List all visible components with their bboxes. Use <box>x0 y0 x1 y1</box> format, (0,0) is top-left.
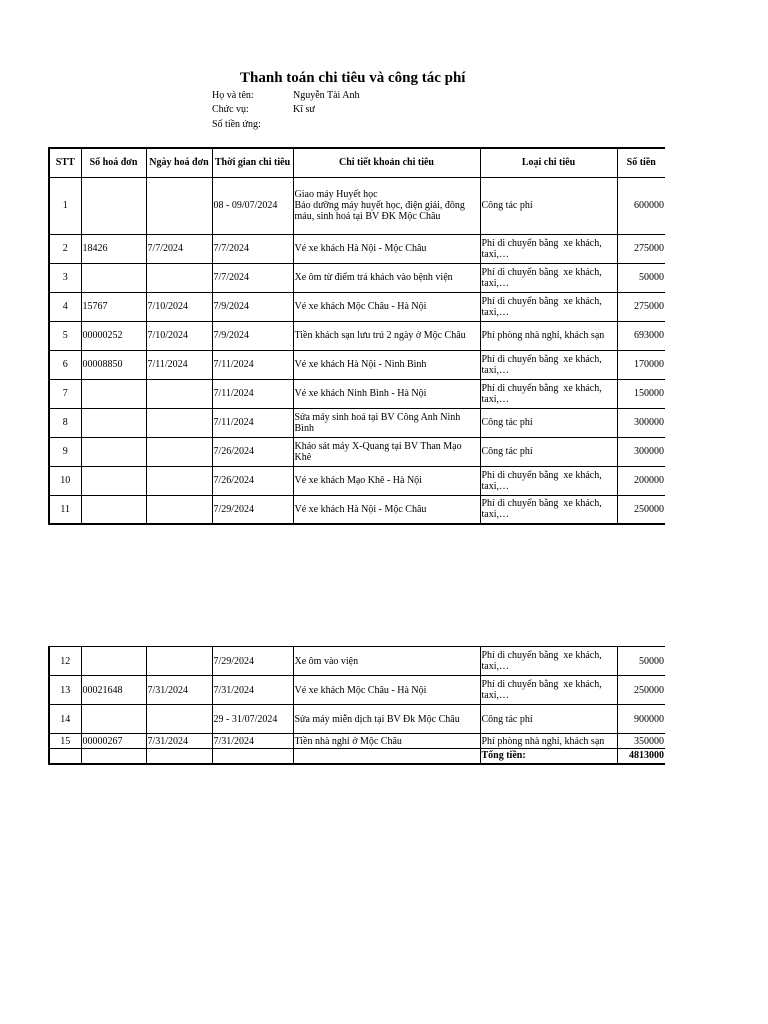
cell-expense-detail: Vé xe khách Hà Nội - Ninh Bình <box>293 350 480 379</box>
cell-invoice-date: 7/10/2024 <box>146 321 212 350</box>
table-body-page-1 <box>49 177 665 524</box>
cell-invoice-number <box>81 705 146 734</box>
cell-invoice-number <box>81 495 146 524</box>
cell-amount: 300000 <box>617 408 665 437</box>
cell-stt: 9 <box>49 437 81 466</box>
cell-expense-detail: Tiền nhà nghỉ ở Mộc Châu <box>293 734 480 749</box>
cell-expense-type: Công tác phí <box>480 705 617 734</box>
table-row <box>49 408 665 437</box>
table-row <box>49 466 665 495</box>
cell-expense-type: Công tác phí <box>480 437 617 466</box>
cell-amount: 50000 <box>617 263 665 292</box>
cell-amount: 600000 <box>617 177 665 234</box>
cell-expense-date: 29 - 31/07/2024 <box>212 705 293 734</box>
cell-amount: 300000 <box>617 437 665 466</box>
cell-expense-detail: Vé xe khách Hà Nội - Mộc Châu <box>293 495 480 524</box>
cell-invoice-date: 7/31/2024 <box>146 734 212 749</box>
name-value: Nguyễn Tài Anh <box>293 90 360 101</box>
table-row <box>49 321 665 350</box>
header-expense-detail: Chi tiết khoản chi tiêu <box>293 148 480 177</box>
cell-invoice-date <box>146 177 212 234</box>
cell-amount: 900000 <box>617 705 665 734</box>
cell-stt: 11 <box>49 495 81 524</box>
cell-stt: 12 <box>49 647 81 676</box>
table-row <box>49 263 665 292</box>
cell-invoice-number <box>81 437 146 466</box>
header-invoice-date: Ngày hoá đơn <box>146 148 212 177</box>
cell-stt: 7 <box>49 379 81 408</box>
cell-stt: 2 <box>49 234 81 263</box>
cell-invoice-number: 18426 <box>81 234 146 263</box>
cell-expense-detail: Sửa máy sinh hoá tại BV Công Anh Ninh Bình <box>293 408 480 437</box>
cell-invoice-number <box>81 408 146 437</box>
cell-expense-date: 7/26/2024 <box>212 437 293 466</box>
cell-expense-date: 7/9/2024 <box>212 321 293 350</box>
page-title: Thanh toán chi tiêu và công tác phí <box>240 70 466 86</box>
cell-invoice-date <box>146 263 212 292</box>
cell-invoice-number <box>81 647 146 676</box>
cell-expense-detail: Tiền khách sạn lưu trú 2 ngày ở Mộc Châu <box>293 321 480 350</box>
table-row <box>49 350 665 379</box>
cell-expense-date: 7/31/2024 <box>212 734 293 749</box>
table-row <box>49 437 665 466</box>
info-advance-row <box>212 119 412 131</box>
cell-invoice-date <box>146 647 212 676</box>
cell-expense-detail: Vé xe khách Mạo Khê - Hà Nội <box>293 466 480 495</box>
table-row <box>49 705 665 734</box>
cell-expense-type: Phí di chuyển bằng xe khách, taxi,… <box>480 234 617 263</box>
cell-expense-date: 7/11/2024 <box>212 408 293 437</box>
cell-stt: 14 <box>49 705 81 734</box>
cell-expense-detail: Vé xe khách Mộc Châu - Hà Nội <box>293 676 480 705</box>
cell-amount: 170000 <box>617 350 665 379</box>
cell-amount: 50000 <box>617 647 665 676</box>
cell-expense-detail: Giao máy Huyết học Bảo dưỡng máy huyết học, điện giải, đông máu, sinh hoá tại BV ĐK Mộc Châu <box>293 177 480 234</box>
cell-expense-date: 7/29/2024 <box>212 647 293 676</box>
cell-invoice-date <box>146 408 212 437</box>
table-row <box>49 379 665 408</box>
expense-table-page-2 <box>48 646 665 765</box>
cell-expense-type: Phí di chuyển bằng xe khách, taxi,… <box>480 263 617 292</box>
cell-invoice-date: 7/10/2024 <box>146 292 212 321</box>
header-expense-date: Thời gian chi tiêu <box>212 148 293 177</box>
advance-label: Số tiền ứng: <box>212 119 261 130</box>
empty-cell <box>212 749 293 764</box>
cell-invoice-number: 00000267 <box>81 734 146 749</box>
empty-cell <box>81 749 146 764</box>
cell-invoice-date: 7/11/2024 <box>146 350 212 379</box>
cell-invoice-date <box>146 437 212 466</box>
cell-expense-detail: Vé xe khách Mộc Châu - Hà Nội <box>293 292 480 321</box>
header-stt: STT <box>49 148 81 177</box>
cell-amount: 150000 <box>617 379 665 408</box>
total-label: Tổng tiền: <box>480 749 617 764</box>
cell-stt: 8 <box>49 408 81 437</box>
table-body-page-2 <box>49 647 665 764</box>
cell-expense-date: 08 - 09/07/2024 <box>212 177 293 234</box>
cell-expense-detail: Vé xe khách Ninh Bình - Hà Nội <box>293 379 480 408</box>
cell-expense-type: Phí di chuyển bằng xe khách, taxi,… <box>480 350 617 379</box>
cell-expense-type: Phí di chuyển bằng xe khách, taxi,… <box>480 676 617 705</box>
position-label: Chức vụ: <box>212 104 249 115</box>
cell-invoice-date <box>146 379 212 408</box>
cell-expense-detail: Vé xe khách Hà Nội - Mộc Châu <box>293 234 480 263</box>
info-name-row <box>212 90 412 102</box>
cell-invoice-number: 00021648 <box>81 676 146 705</box>
cell-stt: 6 <box>49 350 81 379</box>
cell-invoice-date: 7/7/2024 <box>146 234 212 263</box>
empty-cell <box>293 749 480 764</box>
cell-expense-date: 7/26/2024 <box>212 466 293 495</box>
cell-expense-type: Phí di chuyển bằng xe khách, taxi,… <box>480 379 617 408</box>
cell-expense-date: 7/7/2024 <box>212 234 293 263</box>
header-amount: Số tiền <box>617 148 665 177</box>
expense-table-page-1 <box>48 147 665 525</box>
cell-expense-type: Phí phòng nhà nghỉ, khách sạn <box>480 734 617 749</box>
cell-invoice-number <box>81 177 146 234</box>
cell-expense-date: 7/11/2024 <box>212 350 293 379</box>
cell-expense-type: Phí phòng nhà nghỉ, khách sạn <box>480 321 617 350</box>
cell-expense-date: 7/11/2024 <box>212 379 293 408</box>
table-row <box>49 292 665 321</box>
cell-invoice-date: 7/31/2024 <box>146 676 212 705</box>
cell-stt: 13 <box>49 676 81 705</box>
total-value: 4813000 <box>617 749 665 764</box>
cell-expense-date: 7/7/2024 <box>212 263 293 292</box>
cell-invoice-number: 00000252 <box>81 321 146 350</box>
cell-expense-detail: Khảo sát máy X-Quang tại BV Than Mạo Khê <box>293 437 480 466</box>
cell-expense-date: 7/31/2024 <box>212 676 293 705</box>
table-row <box>49 234 665 263</box>
table-row <box>49 676 665 705</box>
cell-expense-type: Phí di chuyển bằng xe khách, taxi,… <box>480 495 617 524</box>
cell-invoice-number: 00008850 <box>81 350 146 379</box>
cell-expense-type: Phí di chuyển bằng xe khách, taxi,… <box>480 647 617 676</box>
cell-expense-date: 7/9/2024 <box>212 292 293 321</box>
cell-amount: 250000 <box>617 676 665 705</box>
cell-expense-type: Phí di chuyển bằng xe khách, taxi,… <box>480 466 617 495</box>
table-row <box>49 734 665 749</box>
cell-stt: 1 <box>49 177 81 234</box>
table-row <box>49 495 665 524</box>
cell-invoice-date <box>146 705 212 734</box>
header-expense-type: Loại chi tiêu <box>480 148 617 177</box>
cell-expense-type: Phí di chuyển bằng xe khách, taxi,… <box>480 292 617 321</box>
cell-amount: 275000 <box>617 292 665 321</box>
header-invoice-number: Số hoá đơn <box>81 148 146 177</box>
cell-amount: 275000 <box>617 234 665 263</box>
cell-stt: 10 <box>49 466 81 495</box>
cell-amount: 350000 <box>617 734 665 749</box>
table-row <box>49 177 665 234</box>
empty-cell <box>146 749 212 764</box>
cell-invoice-date <box>146 495 212 524</box>
table-row <box>49 647 665 676</box>
name-label: Họ và tên: <box>212 90 254 101</box>
cell-amount: 693000 <box>617 321 665 350</box>
cell-stt: 5 <box>49 321 81 350</box>
cell-amount: 250000 <box>617 495 665 524</box>
cell-expense-type: Công tác phí <box>480 177 617 234</box>
cell-amount: 200000 <box>617 466 665 495</box>
position-value: Kĩ sư <box>293 104 315 115</box>
table-header-row <box>49 148 665 177</box>
cell-invoice-number <box>81 263 146 292</box>
cell-stt: 3 <box>49 263 81 292</box>
info-position-row <box>212 104 412 116</box>
cell-invoice-number <box>81 379 146 408</box>
cell-invoice-date <box>146 466 212 495</box>
total-row <box>49 749 665 764</box>
cell-stt: 4 <box>49 292 81 321</box>
empty-cell <box>49 749 81 764</box>
cell-expense-detail: Xe ôm vào viện <box>293 647 480 676</box>
cell-expense-detail: Xe ôm từ điểm trả khách vào bệnh viện <box>293 263 480 292</box>
cell-invoice-number <box>81 466 146 495</box>
cell-stt: 15 <box>49 734 81 749</box>
cell-invoice-number: 15767 <box>81 292 146 321</box>
cell-expense-detail: Sửa máy miễn dịch tại BV Đk Mộc Châu <box>293 705 480 734</box>
cell-expense-type: Công tác phí <box>480 408 617 437</box>
cell-expense-date: 7/29/2024 <box>212 495 293 524</box>
